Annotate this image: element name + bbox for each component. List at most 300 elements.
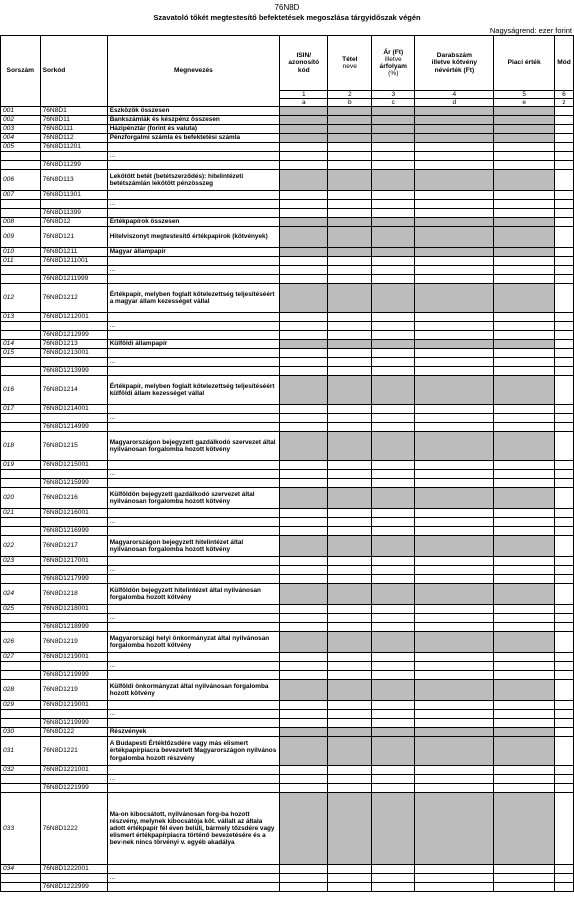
table-row [1, 728, 574, 737]
value-cell [554, 509, 573, 518]
row-megnevezes [107, 143, 279, 152]
value-cell [280, 557, 328, 566]
value-cell [372, 134, 415, 143]
value-cell [280, 793, 328, 865]
value-cell [372, 107, 415, 116]
value-cell [328, 358, 372, 367]
table-row [1, 719, 574, 728]
value-cell [554, 719, 573, 728]
row-megnevezes: ... [107, 874, 279, 883]
table-row [1, 284, 574, 313]
value-cell [372, 719, 415, 728]
row-sorkod: 76N8D1212 [40, 284, 107, 313]
value-cell [494, 584, 555, 605]
table-row [1, 340, 574, 349]
value-cell [372, 653, 415, 662]
row-sorkod [40, 358, 107, 367]
value-cell [280, 527, 328, 536]
value-cell [328, 209, 372, 218]
value-cell [280, 470, 328, 479]
row-megnevezes: Magyar állampapír [107, 248, 279, 257]
table-row [1, 227, 574, 248]
row-sorszam: 021 [1, 509, 41, 518]
table-row [1, 653, 574, 662]
value-cell [494, 358, 555, 367]
value-cell [372, 161, 415, 170]
row-sorszam [1, 322, 41, 331]
value-cell [494, 170, 555, 191]
value-cell [415, 557, 494, 566]
value-cell [372, 527, 415, 536]
value-cell [494, 775, 555, 784]
row-megnevezes: ... [107, 710, 279, 719]
value-cell [280, 152, 328, 161]
value-cell [280, 349, 328, 358]
value-cell [372, 423, 415, 432]
row-sorszam [1, 414, 41, 423]
row-sorszam [1, 710, 41, 719]
row-sorkod: 76N8D1212999 [40, 331, 107, 340]
value-cell [494, 671, 555, 680]
value-cell [554, 536, 573, 557]
row-megnevezes [107, 461, 279, 470]
value-cell [494, 218, 555, 227]
table-row [1, 143, 574, 152]
table-row [1, 152, 574, 161]
value-cell [415, 775, 494, 784]
value-cell [280, 488, 328, 509]
value-cell [554, 575, 573, 584]
value-cell [554, 284, 573, 313]
row-megnevezes [107, 865, 279, 874]
row-sorkod: 76N8D1218 [40, 584, 107, 605]
form-title: Szavatoló tőkét megtestesítő befektetések megoszlása tárgyidőszak végén [153, 13, 421, 22]
value-cell [328, 874, 372, 883]
row-sorszam: 005 [1, 143, 41, 152]
value-cell [372, 116, 415, 125]
row-sorszam: 025 [1, 605, 41, 614]
table-row [1, 509, 574, 518]
header-ar: Ár (Ft) illetve árfolyam (%) [372, 36, 415, 91]
row-sorszam: 029 [1, 701, 41, 710]
table-row [1, 414, 574, 423]
row-sorkod: 76N8D11301 [40, 191, 107, 200]
row-sorszam: 007 [1, 191, 41, 200]
value-cell [372, 152, 415, 161]
row-megnevezes: ... [107, 414, 279, 423]
table-row [1, 266, 574, 275]
value-cell [280, 423, 328, 432]
value-cell [280, 883, 328, 892]
value-cell [372, 470, 415, 479]
value-cell [415, 340, 494, 349]
row-sorkod: 76N8D12 [40, 218, 107, 227]
table-row [1, 575, 574, 584]
row-sorszam: 017 [1, 405, 41, 414]
row-megnevezes: ... [107, 614, 279, 623]
table-row [1, 432, 574, 461]
row-megnevezes [107, 671, 279, 680]
row-sorszam: 031 [1, 737, 41, 766]
value-cell [328, 566, 372, 575]
table-row [1, 536, 574, 557]
table-row [1, 367, 574, 376]
table-row [1, 275, 574, 284]
row-sorkod: 76N8D1215 [40, 432, 107, 461]
row-sorkod: 76N8D11299 [40, 161, 107, 170]
value-cell [372, 784, 415, 793]
value-cell [554, 200, 573, 209]
value-cell [280, 775, 328, 784]
row-sorszam [1, 719, 41, 728]
value-cell [328, 284, 372, 313]
value-cell [280, 874, 328, 883]
value-cell [328, 461, 372, 470]
value-cell [280, 653, 328, 662]
value-cell [554, 605, 573, 614]
row-sorszam: 020 [1, 488, 41, 509]
table-row [1, 161, 574, 170]
value-cell [415, 125, 494, 134]
value-cell [372, 874, 415, 883]
value-cell [280, 275, 328, 284]
column-letter: b [328, 99, 372, 107]
value-cell [415, 349, 494, 358]
row-sorkod: 76N8D1213999 [40, 367, 107, 376]
value-cell [372, 584, 415, 605]
value-cell [372, 728, 415, 737]
value-cell [415, 367, 494, 376]
row-megnevezes: Magyarországon bejegyzett hitelintézet által nyilvánosan forgalomba hozott kötvény [107, 536, 279, 557]
row-sorkod [40, 662, 107, 671]
value-cell [328, 200, 372, 209]
value-cell [554, 775, 573, 784]
row-sorkod: 76N8D121 [40, 227, 107, 248]
value-cell [554, 227, 573, 248]
value-cell [328, 623, 372, 632]
table-row [1, 470, 574, 479]
row-sorkod: 76N8D1222 [40, 793, 107, 865]
table-row [1, 358, 574, 367]
value-cell [328, 518, 372, 527]
value-cell [554, 432, 573, 461]
table-row [1, 313, 574, 322]
value-cell [372, 125, 415, 134]
value-cell [494, 883, 555, 892]
value-cell [554, 671, 573, 680]
value-cell [554, 322, 573, 331]
table-row [1, 518, 574, 527]
value-cell [494, 152, 555, 161]
row-sorszam: 032 [1, 766, 41, 775]
row-sorszam: 002 [1, 116, 41, 125]
value-cell [372, 793, 415, 865]
row-megnevezes [107, 719, 279, 728]
row-megnevezes: ... [107, 358, 279, 367]
value-cell [280, 248, 328, 257]
value-cell [372, 414, 415, 423]
value-cell [280, 313, 328, 322]
row-sorkod: 76N8D11201 [40, 143, 107, 152]
value-cell [494, 488, 555, 509]
row-megnevezes: Magyarországi helyi önkormányzat által nyilvánosan forgalomba hozott kötvény [107, 632, 279, 653]
value-cell [328, 775, 372, 784]
value-cell [328, 191, 372, 200]
value-cell [415, 479, 494, 488]
value-cell [494, 536, 555, 557]
column-letter: c [372, 99, 415, 107]
value-cell [328, 275, 372, 284]
row-sorkod: 76N8D1211 [40, 248, 107, 257]
row-megnevezes: A Budapesti Értéktőzsdére vagy más elismert értékpapírpiacra bevezetett Magyarországon nyilvános forgalomba hozott részvény [107, 737, 279, 766]
value-cell [372, 284, 415, 313]
value-cell [328, 116, 372, 125]
row-sorkod [40, 775, 107, 784]
value-cell [415, 719, 494, 728]
value-cell [328, 423, 372, 432]
value-cell [328, 470, 372, 479]
value-cell [280, 266, 328, 275]
value-cell [328, 865, 372, 874]
value-cell [328, 527, 372, 536]
value-cell [494, 414, 555, 423]
value-cell [280, 461, 328, 470]
value-cell [554, 614, 573, 623]
table-row [1, 170, 574, 191]
value-cell [415, 623, 494, 632]
column-letter: z [554, 99, 573, 107]
row-megnevezes [107, 275, 279, 284]
value-cell [494, 680, 555, 701]
row-megnevezes: ... [107, 518, 279, 527]
table-row [1, 218, 574, 227]
row-sorkod [40, 266, 107, 275]
row-sorkod [40, 470, 107, 479]
value-cell [372, 775, 415, 784]
row-sorkod: 76N8D1219001 [40, 653, 107, 662]
row-sorkod: 76N8D1217001 [40, 557, 107, 566]
value-cell [554, 152, 573, 161]
value-cell [494, 405, 555, 414]
value-cell [328, 766, 372, 775]
row-sorszam: 019 [1, 461, 41, 470]
value-cell [280, 566, 328, 575]
value-cell [280, 479, 328, 488]
row-megnevezes [107, 405, 279, 414]
value-cell [372, 170, 415, 191]
value-cell [554, 367, 573, 376]
value-cell [415, 632, 494, 653]
row-megnevezes [107, 209, 279, 218]
row-megnevezes: Házipénztár (forint és valuta) [107, 125, 279, 134]
value-cell [372, 766, 415, 775]
row-sorszam: 034 [1, 865, 41, 874]
value-cell [328, 719, 372, 728]
value-cell [328, 680, 372, 701]
value-cell [280, 766, 328, 775]
value-cell [494, 766, 555, 775]
value-cell [415, 527, 494, 536]
row-sorkod: 76N8D1221 [40, 737, 107, 766]
row-sorkod: 76N8D1219999 [40, 671, 107, 680]
row-sorszam: 010 [1, 248, 41, 257]
value-cell [415, 284, 494, 313]
value-cell [554, 143, 573, 152]
value-cell [372, 257, 415, 266]
row-sorkod: 76N8D1218999 [40, 623, 107, 632]
value-cell [372, 405, 415, 414]
value-cell [280, 784, 328, 793]
value-cell [415, 701, 494, 710]
row-sorszam: 018 [1, 432, 41, 461]
value-cell [372, 518, 415, 527]
value-cell [328, 266, 372, 275]
value-cell [328, 107, 372, 116]
value-cell [372, 737, 415, 766]
value-cell [372, 191, 415, 200]
row-sorkod: 76N8D1213 [40, 340, 107, 349]
value-cell [415, 191, 494, 200]
table-row [1, 488, 574, 509]
value-cell [328, 883, 372, 892]
row-sorkod: 76N8D1219999 [40, 719, 107, 728]
value-cell [415, 584, 494, 605]
value-cell [372, 680, 415, 701]
value-cell [494, 313, 555, 322]
value-cell [328, 488, 372, 509]
value-cell [280, 605, 328, 614]
table-row [1, 376, 574, 405]
value-cell [554, 275, 573, 284]
value-cell [415, 536, 494, 557]
value-cell [494, 275, 555, 284]
value-cell [328, 340, 372, 349]
row-sorkod: 76N8D1219 [40, 680, 107, 701]
column-number: 5 [494, 91, 555, 99]
value-cell [328, 248, 372, 257]
value-cell [280, 701, 328, 710]
value-cell [280, 614, 328, 623]
value-cell [554, 883, 573, 892]
row-megnevezes [107, 509, 279, 518]
value-cell [372, 509, 415, 518]
value-cell [280, 218, 328, 227]
value-cell [494, 116, 555, 125]
value-cell [494, 518, 555, 527]
row-sorkod: 76N8D1215999 [40, 479, 107, 488]
value-cell [280, 125, 328, 134]
row-megnevezes: ... [107, 775, 279, 784]
value-cell [415, 793, 494, 865]
value-cell [280, 405, 328, 414]
table-row [1, 566, 574, 575]
value-cell [328, 331, 372, 340]
row-megnevezes [107, 701, 279, 710]
value-cell [280, 710, 328, 719]
value-cell [554, 518, 573, 527]
value-cell [372, 662, 415, 671]
row-sorkod [40, 322, 107, 331]
value-cell [328, 257, 372, 266]
header-mod: Mód [554, 36, 573, 91]
value-cell [494, 376, 555, 405]
row-sorkod: 76N8D111 [40, 125, 107, 134]
value-cell [554, 248, 573, 257]
row-sorszam: 009 [1, 227, 41, 248]
value-cell [328, 227, 372, 248]
value-cell [328, 536, 372, 557]
row-megnevezes [107, 623, 279, 632]
value-cell [280, 200, 328, 209]
value-cell [415, 143, 494, 152]
row-sorkod: 76N8D112 [40, 134, 107, 143]
table-row [1, 322, 574, 331]
value-cell [494, 632, 555, 653]
table-row [1, 584, 574, 605]
value-cell [415, 488, 494, 509]
value-cell [554, 874, 573, 883]
row-sorkod: 76N8D1214999 [40, 423, 107, 432]
row-sorszam: 022 [1, 536, 41, 557]
value-cell [494, 125, 555, 134]
value-cell [494, 161, 555, 170]
value-cell [554, 358, 573, 367]
row-megnevezes: Külföldön bejegyzett hitelintézet által nyilvánosan forgalomba hozott kötvény [107, 584, 279, 605]
table-row [1, 423, 574, 432]
value-cell [372, 536, 415, 557]
row-sorkod: 76N8D1216001 [40, 509, 107, 518]
table-row [1, 632, 574, 653]
value-cell [372, 200, 415, 209]
value-cell [415, 218, 494, 227]
value-cell [372, 701, 415, 710]
row-megnevezes: Külföldi önkormányzat által nyilvánosan forgalomba hozott kötvény [107, 680, 279, 701]
row-sorszam [1, 470, 41, 479]
value-cell [280, 632, 328, 653]
value-cell [554, 632, 573, 653]
table-row [1, 125, 574, 134]
value-cell [554, 116, 573, 125]
row-megnevezes: Külföldön bejegyzett gazdálkodó szervezet által nyilvánosan forgalomba hozott kötvény [107, 488, 279, 509]
value-cell [494, 423, 555, 432]
value-cell [494, 331, 555, 340]
row-sorkod [40, 518, 107, 527]
value-cell [415, 227, 494, 248]
row-megnevezes: ... [107, 662, 279, 671]
value-cell [415, 710, 494, 719]
value-cell [554, 470, 573, 479]
value-cell [554, 134, 573, 143]
row-megnevezes: Részvények [107, 728, 279, 737]
row-sorkod: 76N8D1221999 [40, 784, 107, 793]
value-cell [328, 405, 372, 414]
row-sorszam [1, 209, 41, 218]
row-sorszam: 033 [1, 793, 41, 865]
value-cell [372, 340, 415, 349]
row-sorkod [40, 874, 107, 883]
row-sorkod: 76N8D1 [40, 107, 107, 116]
row-sorszam: 012 [1, 284, 41, 313]
value-cell [372, 557, 415, 566]
table-row [1, 793, 574, 865]
value-cell [280, 322, 328, 331]
row-sorszam: 026 [1, 632, 41, 653]
value-cell [328, 161, 372, 170]
value-cell [280, 134, 328, 143]
value-cell [494, 257, 555, 266]
value-cell [280, 719, 328, 728]
value-cell [372, 479, 415, 488]
